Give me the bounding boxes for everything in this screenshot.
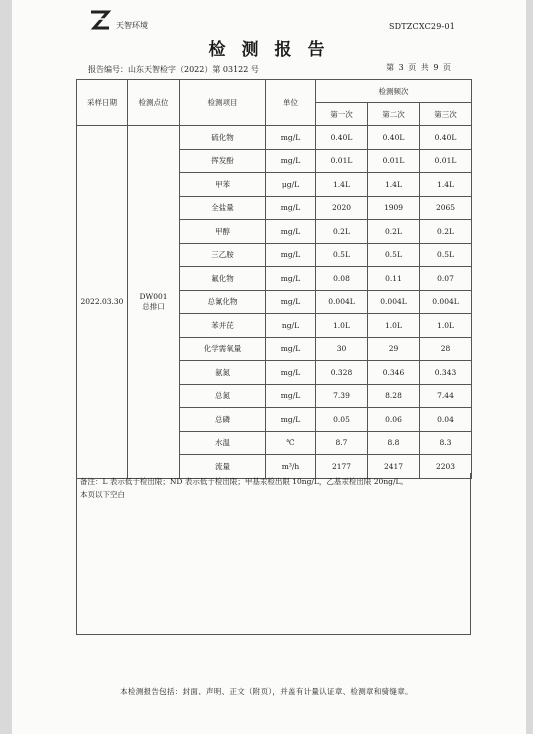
first-value-cell: 0.5L xyxy=(316,243,368,267)
first-value-cell: 1.0L xyxy=(316,314,368,338)
unit-cell: mg/L xyxy=(266,220,316,244)
results-table xyxy=(76,79,472,479)
unit-cell: mg/L xyxy=(266,126,316,150)
header-second: 第二次 xyxy=(368,103,420,126)
header-third: 第三次 xyxy=(420,103,472,126)
company-logo xyxy=(88,9,112,33)
header-unit: 单位 xyxy=(266,80,316,126)
remarks-box xyxy=(76,473,471,635)
first-value-cell: 2177 xyxy=(316,455,368,479)
test-point-cell xyxy=(128,126,180,479)
item-cell: 全盐量 xyxy=(180,196,266,220)
unit-cell: ng/L xyxy=(266,314,316,338)
item-cell: 化学需氧量 xyxy=(180,337,266,361)
third-value-cell: 0.2L xyxy=(420,220,472,244)
report-number: 报告编号：山东天智检字（2022）第 03122 号 xyxy=(88,65,259,74)
third-value-cell: 1.4L xyxy=(420,173,472,197)
unit-cell: mg/L xyxy=(266,196,316,220)
first-value-cell: 0.40L xyxy=(316,126,368,150)
document-code: SDTZCXC29-01 xyxy=(388,22,455,31)
item-cell: 氟化物 xyxy=(180,267,266,291)
second-value-cell: 0.01L xyxy=(368,149,420,173)
test-point-name: 总排口 xyxy=(142,301,165,311)
first-value-cell: 0.05 xyxy=(316,408,368,432)
first-value-cell: 0.01L xyxy=(316,149,368,173)
unit-cell: m³/h xyxy=(266,455,316,479)
footer-statement: 本检测报告包括：封面、声明、正文（附页），并盖有计量认证章、检测章和骑缝章。 xyxy=(120,687,413,696)
second-value-cell: 0.40L xyxy=(368,126,420,150)
second-value-cell: 0.004L xyxy=(368,290,420,314)
unit-cell: mg/L xyxy=(266,384,316,408)
item-cell: 氨氮 xyxy=(180,361,266,385)
first-value-cell: 30 xyxy=(316,337,368,361)
item-cell: 甲醇 xyxy=(180,220,266,244)
third-value-cell: 28 xyxy=(420,337,472,361)
unit-cell: mg/L xyxy=(266,267,316,291)
first-value-cell: 0.2L xyxy=(316,220,368,244)
first-value-cell: 0.328 xyxy=(316,361,368,385)
header-test-point: 检测点位 xyxy=(128,80,180,126)
header-test-frequency: 检测频次 xyxy=(316,80,472,103)
unit-cell: mg/L xyxy=(266,361,316,385)
test-point-code: DW001 xyxy=(139,291,168,301)
third-value-cell: 0.07 xyxy=(420,267,472,291)
sampling-date-cell: 2022.03.30 xyxy=(77,126,128,479)
second-value-cell: 2417 xyxy=(368,455,420,479)
table-row xyxy=(77,126,472,150)
item-cell: 硫化物 xyxy=(180,126,266,150)
unit-cell: mg/L xyxy=(266,290,316,314)
company-name: 天智环境 xyxy=(116,21,148,30)
second-value-cell: 0.346 xyxy=(368,361,420,385)
second-value-cell: 8.28 xyxy=(368,384,420,408)
item-cell: 流量 xyxy=(180,455,266,479)
first-value-cell: 7.39 xyxy=(316,384,368,408)
third-value-cell: 8.3 xyxy=(420,431,472,455)
unit-cell: mg/L xyxy=(266,408,316,432)
unit-cell: mg/L xyxy=(266,243,316,267)
header-first: 第一次 xyxy=(316,103,368,126)
third-value-cell: 2203 xyxy=(420,455,472,479)
second-value-cell: 0.5L xyxy=(368,243,420,267)
third-value-cell: 2065 xyxy=(420,196,472,220)
item-cell: 总磷 xyxy=(180,408,266,432)
second-value-cell: 1909 xyxy=(368,196,420,220)
item-cell: 总氮 xyxy=(180,384,266,408)
item-cell: 甲苯 xyxy=(180,173,266,197)
third-value-cell: 0.40L xyxy=(420,126,472,150)
first-value-cell: 2020 xyxy=(316,196,368,220)
third-value-cell: 7.44 xyxy=(420,384,472,408)
third-value-cell: 1.0L xyxy=(420,314,472,338)
second-value-cell: 29 xyxy=(368,337,420,361)
third-value-cell: 0.04 xyxy=(420,408,472,432)
remarks-note: 备注：L 表示低于检出限；ND 表示低于检出限；甲基汞检出限 10ng/L，乙基汞检出限 20ng/L。 xyxy=(80,477,408,486)
first-value-cell: 8.7 xyxy=(316,431,368,455)
item-cell: 苯并芘 xyxy=(180,314,266,338)
unit-cell: mg/L xyxy=(266,149,316,173)
second-value-cell: 8.8 xyxy=(368,431,420,455)
item-cell: 三乙胺 xyxy=(180,243,266,267)
second-value-cell: 1.0L xyxy=(368,314,420,338)
item-cell: 总氰化物 xyxy=(180,290,266,314)
page-indicator: 第 3 页 共 9 页 xyxy=(386,63,451,72)
second-value-cell: 0.06 xyxy=(368,408,420,432)
unit-cell: μg/L xyxy=(266,173,316,197)
third-value-cell: 0.343 xyxy=(420,361,472,385)
first-value-cell: 0.08 xyxy=(316,267,368,291)
unit-cell: ℃ xyxy=(266,431,316,455)
first-value-cell: 0.004L xyxy=(316,290,368,314)
header-test-item: 检测项目 xyxy=(180,80,266,126)
blank-below-note: 本页以下空白 xyxy=(80,490,125,499)
first-value-cell: 1.4L xyxy=(316,173,368,197)
header-sampling-date: 采样日期 xyxy=(77,80,128,126)
third-value-cell: 0.01L xyxy=(420,149,472,173)
third-value-cell: 0.004L xyxy=(420,290,472,314)
second-value-cell: 0.2L xyxy=(368,220,420,244)
unit-cell: mg/L xyxy=(266,337,316,361)
page-title: 检测报告 xyxy=(208,40,341,60)
second-value-cell: 1.4L xyxy=(368,173,420,197)
item-cell: 挥发酚 xyxy=(180,149,266,173)
item-cell: 水温 xyxy=(180,431,266,455)
third-value-cell: 0.5L xyxy=(420,243,472,267)
second-value-cell: 0.11 xyxy=(368,267,420,291)
